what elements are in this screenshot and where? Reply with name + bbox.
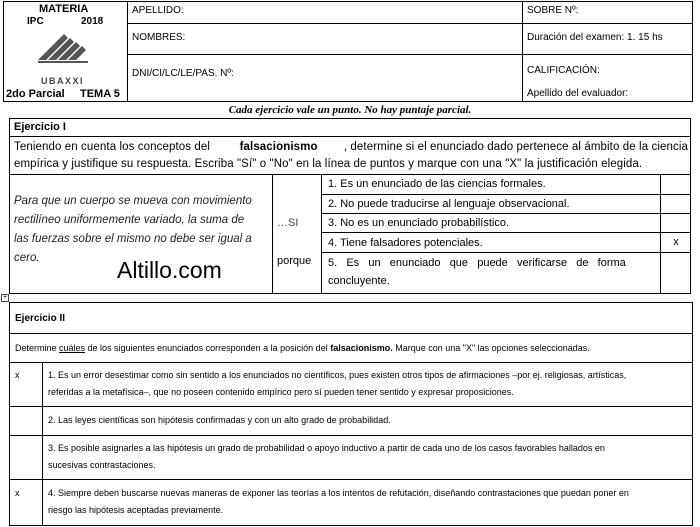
statement-line: rectilíneo uniformemente variado, la suma de xyxy=(14,214,245,226)
tema-label: TEMA 5 xyxy=(80,88,120,100)
ej2-instructions xyxy=(15,343,590,353)
ej2-item-4 xyxy=(48,485,690,519)
year-label: 2018 xyxy=(81,16,104,27)
statement-line: cero. xyxy=(14,252,40,264)
ej1-option-5-line1: 5. Es un enunciado que puede verificarse de forma xyxy=(328,257,626,269)
porque-label: porque xyxy=(277,255,312,267)
ej2-divider xyxy=(9,362,693,363)
materia-label: MATERIA xyxy=(39,3,89,15)
ej1-instructions xyxy=(14,139,688,173)
ej1-row-divider xyxy=(321,232,691,233)
ej1-option-4: 4. Tiene falsadores potenciales. xyxy=(328,237,483,249)
ej2-col-divider xyxy=(42,362,43,526)
ej2-mark-1[interactable]: x xyxy=(15,370,20,380)
ej2-mark-4[interactable]: x xyxy=(15,488,20,498)
item-line: 2. Las leyes científicas son hipótesis confirmadas y con un alto grado de probabilidad. xyxy=(48,415,391,425)
course-label: IPC xyxy=(27,16,44,27)
ej1-instr-b: , determine si el enunciado dado pertenece al ámbito de la ciencia xyxy=(343,141,688,153)
ej1-instr-line2: empírica y justifique su respuesta. Escriba "Sí" o "No" en la línea de puntos y marque con una "X" la justificación elegida. xyxy=(14,158,643,170)
logo-text: UBAXXI xyxy=(41,76,85,86)
ej2-item-2 xyxy=(48,412,690,429)
header-divider xyxy=(127,1,128,102)
duracion-label: Duración del examen: 1. 15 hs xyxy=(527,32,663,43)
ej1-col-divider xyxy=(660,174,661,294)
ej2-instr-b: de los siguientes enunciados corresponden a la posición del xyxy=(85,343,331,353)
ej2-instr-c: Marque con una "X" las opciones seleccionadas. xyxy=(392,343,590,353)
ej2-title: Ejercicio II xyxy=(15,313,66,324)
item-line: 1. Es un error desestimar como sin sentido a los enunciados no científicos, pues existen otros tipos de afirmaciones –por ej. religiosas, artísticas, xyxy=(48,370,627,380)
ej1-row-divider xyxy=(321,252,691,253)
ej1-row-divider xyxy=(321,213,691,214)
item-line: referidas a la metafísica–, que no poseen contenido empírico pero sí pueden tener sentido y expresar proposiciones. xyxy=(48,387,514,397)
ej1-mark-4[interactable]: x xyxy=(673,236,679,248)
sobre-label: SOBRE Nº: xyxy=(527,5,579,16)
ej1-instr-divider xyxy=(9,174,691,175)
header-table xyxy=(3,1,693,102)
evaluador-label: Apellido del evaluador: xyxy=(527,88,629,99)
ej2-divider xyxy=(9,435,693,436)
ubaxxi-logo-icon xyxy=(34,30,94,74)
ej2-divider xyxy=(9,479,693,480)
ej2-divider xyxy=(9,406,693,407)
ej1-row-divider xyxy=(321,194,691,195)
ej1-option-3: 3. No es un enunciado probabilístico. xyxy=(328,217,510,229)
scoring-note: Cada ejercicio vale un punto. No hay puntaje parcial. xyxy=(228,104,472,116)
header-divider xyxy=(127,23,693,24)
header-divider xyxy=(522,1,523,102)
header-divider xyxy=(127,54,693,55)
watermark: Altillo.com xyxy=(117,257,222,283)
ej2-instr-bold: falsacionismo. xyxy=(330,343,393,353)
ej1-option-2: 2. No puede traducirse al lenguaje observacional. xyxy=(328,198,570,210)
calificacion-label: CALIFICACIÓN: xyxy=(527,65,600,76)
statement-line: las fuerzas sobre el mismo no debe ser igual a xyxy=(14,233,252,245)
apellido-label: APELLIDO: xyxy=(132,5,184,16)
ej2-instr-a: Determine xyxy=(15,343,60,353)
ej2-item-3 xyxy=(48,440,690,474)
statement-line: Para que un cuerpo se mueva con movimiento xyxy=(14,195,252,207)
item-line: sucesivas contrastaciones. xyxy=(48,460,156,470)
ej2-instr-underlined: cuáles xyxy=(59,343,86,353)
ej2-item-1 xyxy=(48,367,690,401)
ej1-option-1: 1. Es un enunciado de las ciencias formales. xyxy=(328,178,546,190)
ej2-divider xyxy=(9,333,693,334)
ej1-instr-bold: falsacionismo xyxy=(239,141,318,153)
item-line: 3. Es posible asignarles a las hipótesis un grado de probabilidad o apoyo inductivo a partir de cada uno de los casos favorables hallados en xyxy=(48,443,605,453)
item-line: riesgo las hipótesis aceptadas previamente. xyxy=(48,505,224,515)
exam-label: 2do Parcial xyxy=(6,88,65,100)
nombres-label: NOMBRES: xyxy=(132,32,186,43)
item-line: 4. Siempre deben buscarse nuevas maneras de exponer las teorías a los intentos de refutación, diseñando contrastaciones que puedan poner en xyxy=(48,488,629,498)
ej1-answer[interactable]: …SI xyxy=(277,217,299,229)
dni-label: DNI/CI/LC/LE/PAS. Nº: xyxy=(132,68,234,79)
ej1-col-divider xyxy=(272,174,273,294)
ej1-title: Ejercicio I xyxy=(14,121,66,133)
table-move-handle[interactable]: + xyxy=(2,294,8,301)
ej1-title-divider xyxy=(9,136,691,137)
ej1-option-5-line2: concluyente. xyxy=(328,275,390,287)
ej1-instr-a: Teniendo en cuenta los conceptos del xyxy=(14,141,214,153)
